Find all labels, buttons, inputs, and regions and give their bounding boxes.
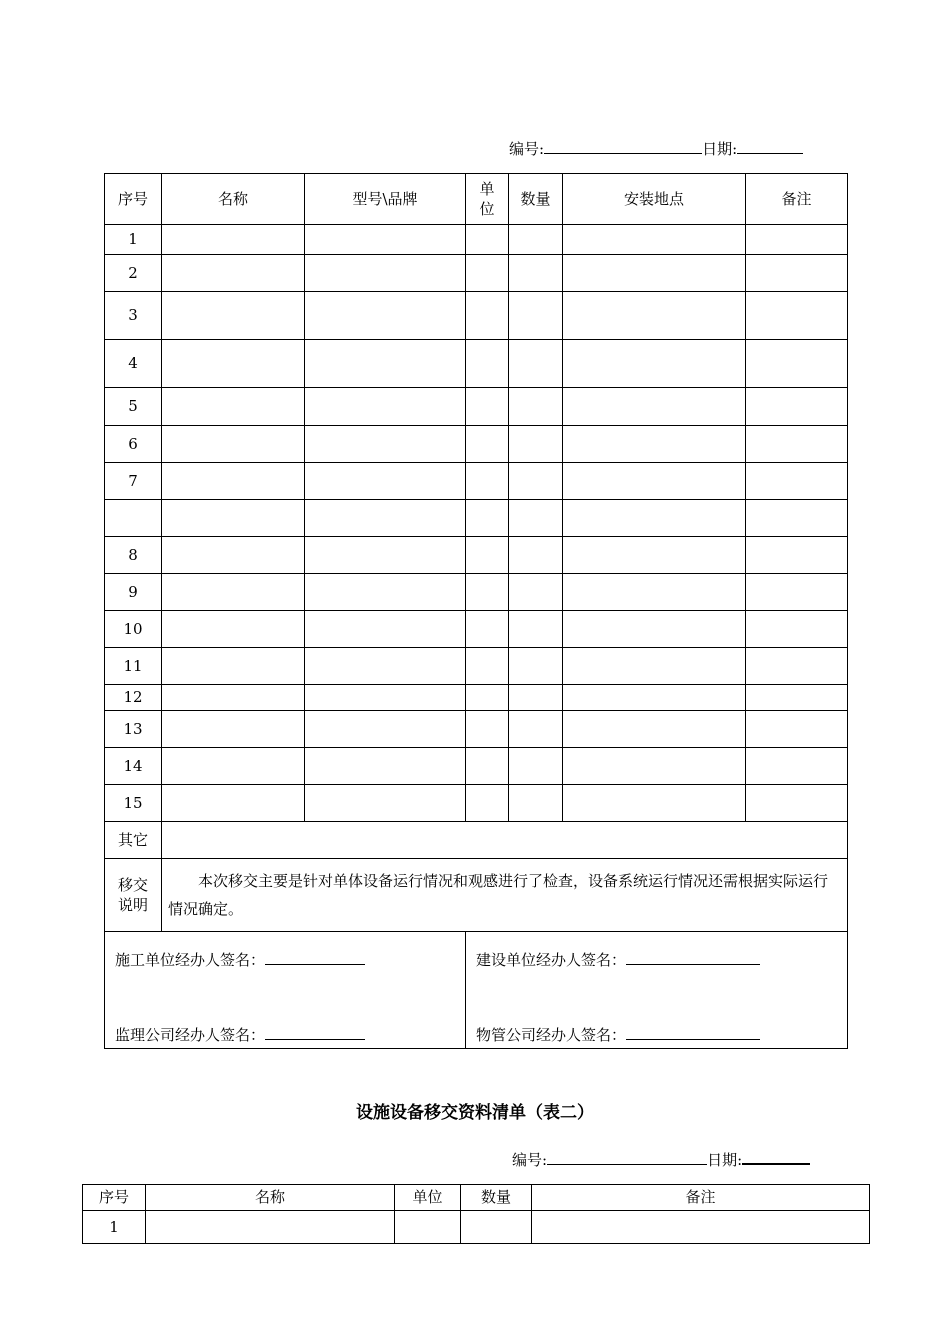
number-blank: [544, 139, 702, 154]
cell[interactable]: [466, 537, 509, 574]
date-blank: [737, 139, 803, 154]
row-number: 13: [105, 711, 162, 748]
signature-blank[interactable]: [626, 950, 760, 965]
cell[interactable]: [305, 292, 466, 340]
row-number: 11: [105, 648, 162, 685]
header-cell: 数量: [461, 1185, 532, 1211]
unit-char: 位: [479, 200, 495, 218]
cell[interactable]: [509, 537, 563, 574]
cell[interactable]: [563, 685, 746, 711]
cell[interactable]: [509, 225, 563, 255]
cell[interactable]: [162, 611, 305, 648]
unit-char: 单: [479, 180, 495, 198]
cell[interactable]: [305, 611, 466, 648]
cell[interactable]: [509, 711, 563, 748]
row-number: [105, 500, 162, 537]
sign-supervision-label: 监理公司经办人签名：: [115, 1026, 266, 1044]
cell[interactable]: [461, 1211, 532, 1244]
cell[interactable]: [466, 426, 509, 463]
cell[interactable]: [746, 340, 848, 388]
cell[interactable]: [563, 255, 746, 292]
header-cell-unit: [466, 174, 509, 225]
cell[interactable]: [746, 463, 848, 500]
table-row: [83, 1211, 870, 1244]
date-blank: [742, 1149, 810, 1165]
cell[interactable]: [305, 340, 466, 388]
cell[interactable]: [746, 292, 848, 340]
cell[interactable]: [466, 711, 509, 748]
sign-construction-label: 施工单位经办人签名：: [115, 951, 266, 969]
sign-property: [476, 1025, 760, 1045]
cell[interactable]: [305, 574, 466, 611]
cell[interactable]: [466, 574, 509, 611]
sign-property-label: 物管公司经办人签名：: [476, 1026, 627, 1044]
cell[interactable]: [305, 388, 466, 426]
row-number: 7: [105, 463, 162, 500]
cell[interactable]: [563, 340, 746, 388]
signature-blank[interactable]: [626, 1025, 760, 1040]
cell[interactable]: [162, 748, 305, 785]
cell[interactable]: [746, 611, 848, 648]
header-cell: 名称: [162, 174, 305, 225]
other-cell[interactable]: [162, 822, 848, 859]
cell[interactable]: [509, 340, 563, 388]
document-table: [82, 1184, 870, 1244]
table-row: [105, 225, 848, 255]
cell[interactable]: [563, 292, 746, 340]
cell[interactable]: [305, 426, 466, 463]
cell[interactable]: [509, 611, 563, 648]
cell[interactable]: [162, 255, 305, 292]
table-row: [105, 711, 848, 748]
row-number: 1: [83, 1211, 146, 1244]
cell[interactable]: [563, 748, 746, 785]
cell[interactable]: [563, 225, 746, 255]
transfer-label: [105, 859, 162, 932]
signature-cell-right: [466, 932, 848, 1049]
header-cell: 型号\品牌: [305, 174, 466, 225]
doc-header-1: [509, 138, 803, 159]
cell[interactable]: [509, 463, 563, 500]
cell[interactable]: [563, 426, 746, 463]
cell[interactable]: [563, 785, 746, 822]
header-cell: 单位: [395, 1185, 461, 1211]
table-row: [105, 748, 848, 785]
signature-row: [105, 932, 848, 1049]
header-cell: 备注: [746, 174, 848, 225]
cell[interactable]: [532, 1211, 870, 1244]
cell[interactable]: [162, 426, 305, 463]
cell[interactable]: [746, 648, 848, 685]
cell[interactable]: [563, 463, 746, 500]
row-number: 1: [105, 225, 162, 255]
header-cell: 数量: [509, 174, 563, 225]
row-number: 14: [105, 748, 162, 785]
cell[interactable]: [466, 388, 509, 426]
header-cell: 序号: [83, 1185, 146, 1211]
row-number: 6: [105, 426, 162, 463]
cell[interactable]: [509, 785, 563, 822]
table-row: [105, 537, 848, 574]
date-label: 日期:: [702, 140, 738, 158]
cell[interactable]: [746, 685, 848, 711]
table-header-row: [83, 1185, 870, 1211]
table-row: [105, 574, 848, 611]
signature-cell-left: [105, 932, 466, 1049]
doc-header-2: [512, 1149, 810, 1170]
table-row: [105, 648, 848, 685]
header-cell: 序号: [105, 174, 162, 225]
cell[interactable]: [746, 574, 848, 611]
table-row: [105, 255, 848, 292]
table-header-row: [105, 174, 848, 225]
cell[interactable]: [509, 574, 563, 611]
signature-blank[interactable]: [265, 1025, 365, 1040]
row-number: 12: [105, 685, 162, 711]
cell[interactable]: [162, 500, 305, 537]
sign-supervision: [115, 1025, 365, 1045]
cell[interactable]: [563, 648, 746, 685]
cell[interactable]: [746, 426, 848, 463]
header-cell: 备注: [532, 1185, 870, 1211]
cell[interactable]: [162, 648, 305, 685]
cell[interactable]: [305, 648, 466, 685]
number-label: 编号:: [509, 140, 545, 158]
cell[interactable]: [746, 748, 848, 785]
cell[interactable]: [746, 225, 848, 255]
cell[interactable]: [466, 785, 509, 822]
cell[interactable]: [305, 537, 466, 574]
row-number: 8: [105, 537, 162, 574]
cell[interactable]: [162, 225, 305, 255]
cell[interactable]: [162, 785, 305, 822]
cell[interactable]: [162, 574, 305, 611]
table-row: [105, 785, 848, 822]
cell[interactable]: [305, 500, 466, 537]
row-number: 3: [105, 292, 162, 340]
cell[interactable]: [162, 340, 305, 388]
cell[interactable]: [466, 611, 509, 648]
cell[interactable]: [395, 1211, 461, 1244]
row-number: 10: [105, 611, 162, 648]
other-row: [105, 822, 848, 859]
table-row: [105, 340, 848, 388]
cell[interactable]: [466, 648, 509, 685]
cell[interactable]: [466, 685, 509, 711]
cell[interactable]: [563, 500, 746, 537]
cell[interactable]: [162, 685, 305, 711]
header-cell: 安装地点: [563, 174, 746, 225]
signature-blank[interactable]: [265, 950, 365, 965]
cell[interactable]: [162, 463, 305, 500]
cell[interactable]: [509, 292, 563, 340]
cell[interactable]: [466, 225, 509, 255]
number-blank: [547, 1150, 707, 1165]
cell[interactable]: [466, 748, 509, 785]
row-number: 2: [105, 255, 162, 292]
cell[interactable]: [162, 537, 305, 574]
number-label: 编号:: [512, 1151, 548, 1169]
table-row: [105, 292, 848, 340]
cell[interactable]: [305, 711, 466, 748]
sign-owner-label: 建设单位经办人签名：: [476, 951, 627, 969]
cell[interactable]: [305, 255, 466, 292]
date-label: 日期:: [707, 1151, 743, 1169]
table-row: [105, 500, 848, 537]
cell[interactable]: [746, 537, 848, 574]
sign-owner: [476, 950, 760, 970]
transfer-note: 本次移交主要是针对单体设备运行情况和观感进行了检查，设备系统运行情况还需根据实际运行情况确定。: [162, 859, 848, 932]
table2-title: 设施设备移交资料清单（表二）: [356, 1103, 594, 1123]
table-row: [105, 388, 848, 426]
cell[interactable]: [146, 1211, 395, 1244]
cell[interactable]: [305, 463, 466, 500]
other-label: 其它: [105, 822, 162, 859]
sign-construction: [115, 950, 365, 970]
cell[interactable]: [162, 711, 305, 748]
cell[interactable]: [746, 255, 848, 292]
cell[interactable]: [162, 292, 305, 340]
cell[interactable]: [305, 225, 466, 255]
cell[interactable]: [563, 711, 746, 748]
cell[interactable]: [466, 500, 509, 537]
cell[interactable]: [746, 785, 848, 822]
cell[interactable]: [466, 255, 509, 292]
row-number: 9: [105, 574, 162, 611]
cell[interactable]: [509, 388, 563, 426]
cell[interactable]: [563, 537, 746, 574]
cell[interactable]: [509, 648, 563, 685]
cell[interactable]: [466, 292, 509, 340]
cell[interactable]: [509, 748, 563, 785]
table-row: [105, 463, 848, 500]
cell[interactable]: [466, 463, 509, 500]
header-cell: 名称: [146, 1185, 395, 1211]
transfer-note-row: [105, 859, 848, 932]
cell[interactable]: [162, 388, 305, 426]
cell[interactable]: [563, 611, 746, 648]
cell[interactable]: [746, 711, 848, 748]
cell[interactable]: [746, 388, 848, 426]
cell[interactable]: [305, 685, 466, 711]
row-number: 5: [105, 388, 162, 426]
row-number: 4: [105, 340, 162, 388]
equipment-table: [104, 173, 848, 1049]
transfer-label-line: 移交: [117, 876, 148, 894]
cell[interactable]: [746, 500, 848, 537]
cell[interactable]: [305, 785, 466, 822]
cell[interactable]: [509, 426, 563, 463]
cell[interactable]: [509, 255, 563, 292]
cell[interactable]: [466, 340, 509, 388]
cell[interactable]: [563, 388, 746, 426]
cell[interactable]: [563, 574, 746, 611]
table-row: [105, 611, 848, 648]
cell[interactable]: [305, 748, 466, 785]
table-row: [105, 426, 848, 463]
table-row: [105, 685, 848, 711]
row-number: 15: [105, 785, 162, 822]
cell[interactable]: [509, 685, 563, 711]
cell[interactable]: [509, 500, 563, 537]
transfer-label-line: 说明: [117, 896, 148, 914]
